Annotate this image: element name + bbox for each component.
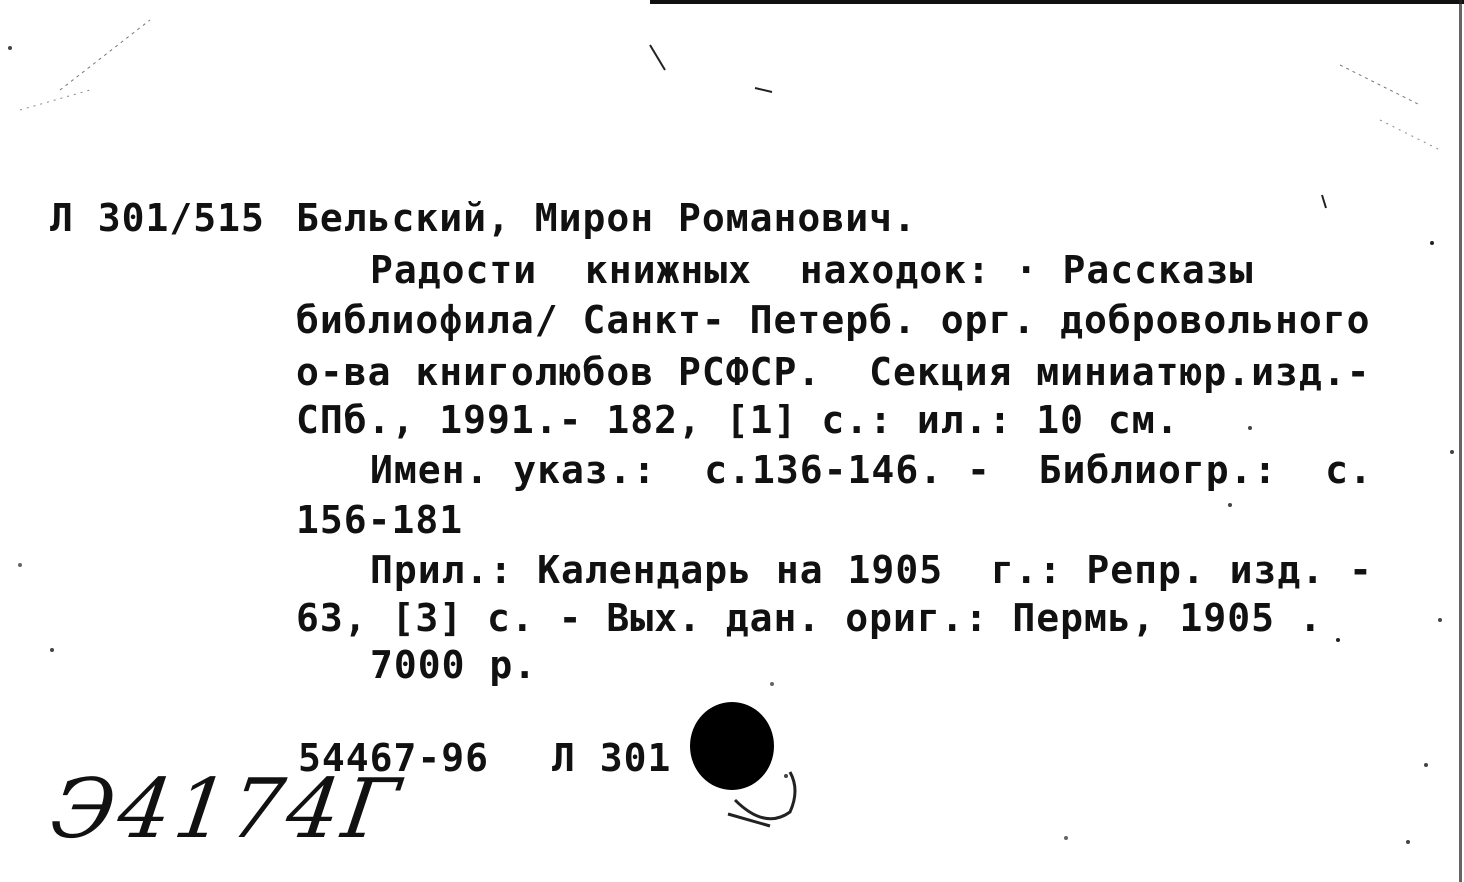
description-line: библиофила/ Санкт- Петерб. орг. добровольного xyxy=(296,298,1371,342)
supplement-note-line: 63, [3] с. - Вых. дан. ориг.: Пермь, 1905 . xyxy=(296,596,1323,640)
index-note-line: 156-181 xyxy=(296,498,464,542)
shelfmark: Л 301/515 xyxy=(50,196,265,240)
title-line: Радости книжных находок: · Рассказы xyxy=(370,248,1254,292)
supplement-note-line: Прил.: Календарь на 1905 г.: Репр. изд. - xyxy=(370,548,1373,592)
index-note-line: Имен. указ.: с.136-146. - Библиогр.: с. xyxy=(370,448,1373,492)
description-line: СПб., 1991.- 182, [1] с.: ил.: 10 см. xyxy=(296,398,1180,442)
punch-hole xyxy=(690,702,774,790)
author-heading: Бельский, Мирон Романович. xyxy=(296,196,917,240)
call-number: Л 301 xyxy=(552,736,672,780)
handwritten-number: Э4174Г xyxy=(45,762,409,857)
price: 7000 р. xyxy=(370,643,538,687)
accession-number: 54467-96 xyxy=(298,736,490,780)
description-line: о-ва книголюбов РСФСР. Секция миниатюр.изд.- xyxy=(296,350,1371,394)
